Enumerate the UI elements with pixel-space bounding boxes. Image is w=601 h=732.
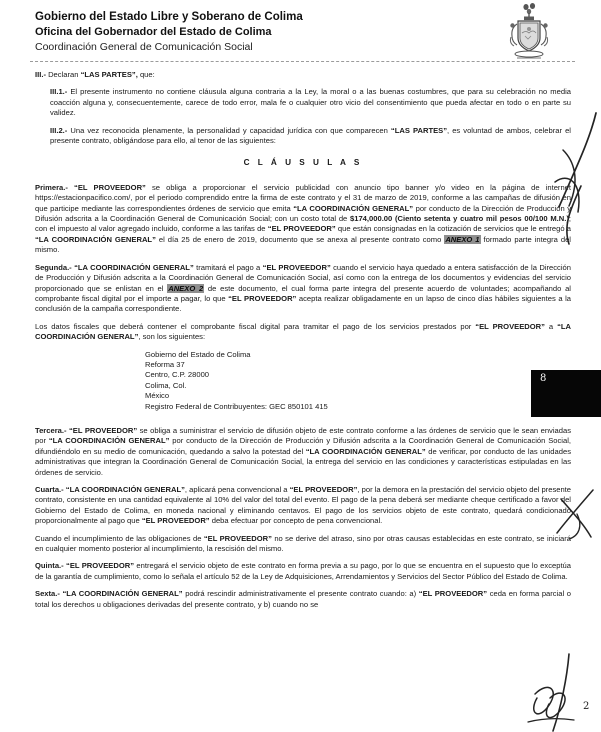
page-number: 2 <box>583 701 590 712</box>
declaration-iii: III.- Declaran “LAS PARTES”, que: <box>35 70 155 79</box>
document-body <box>35 70 571 617</box>
declaration-iii-1: III.1.- El presente instrumento no contiene cláusula alguna contraria a la Ley, la moral o a las buenas costumbres, que para su celebración no media coacción alguna y, consecuentemente, carece de todo error, mala fe o cualquier otro vicio del consentimiento que pueda afectar en todo o en parte su validez. <box>50 87 571 118</box>
clause-tercera: Tercera.- “EL PROVEEDOR” se obliga a suministrar el servicio de difusión objeto de este contrato conforme a las órdenes de servicio que le sean enviadas por “LA COORDINACIÓN GENERAL” por conducto de la Dirección de Producción y Difusión adscrita a la Coordinación General de Comunicación Social, difundiéndolo en su medio de comunicación, quedando a salvo la potestad del “LA COORDINACIÓN GENERAL” de verificar, por conducto de las unidades administrativas que integran la Coordinación General de Comunicación Social, la entrega del servicio en las condiciones y características estipuladas en las órdenes de servicio. <box>35 425 572 477</box>
clause-primera: Primera.- “EL PROVEEDOR” se obliga a proporcionar el servicio publicidad con anuncio tipo banner y/o video en la página de internet https://estacionpacifico.com/, por el periodo comprendido entre la firma de este contrato y el 31 de marzo de 2019, conforme a las campañas de difusión en que participe mediante las correspondientes órdenes de servicio que emita “LA COORDINACIÓN GENERAL” por conducto de la Dirección de Producción y Difusión adscrita a la Coordinación General de Comunicación Social; con un costo total de $174,000.00 (Ciento setenta y cuatro mil pesos 00/100 M.N.); con el impuesto al valor agregado incluido, conforme a las tarifas de “EL PROVEEDOR” que están consignadas en la cotización de servicios que le entregó a “LA COORDINACIÓN GENERAL” el día 25 de enero de 2019, documento que se anexa al presente contrato como ANEXO 1 formado parte integra del mismo. <box>35 182 572 255</box>
letterhead <box>35 9 303 55</box>
signature-rubric-bottom-icon <box>516 652 586 732</box>
declaration-iii-2: III.2.- Una vez reconocida plenamente, la personalidad y capacidad jurídica con que comparecen “LAS PARTES”, es voluntad de ambos, celebrar el presente contrato, obligándose para ello, al tenor de las siguientes: <box>50 125 571 146</box>
fiscal-data-block: Gobierno del Estado de Colima Reforma 37 Centro, C.P. 28000 Colima, Col. México Registro Federal de Contribuyentes: GEC 850101 415 <box>145 349 328 411</box>
clause-sexta: Sexta.- “LA COORDINACIÓN GENERAL” podrá rescindir administrativamente el presente contrato cuando: a) “EL PROVEEDOR” ceda en forma parcial o total los derechos u obligaciones derivadas del presente contrato, y b) cuando no se <box>35 589 572 609</box>
fiscal-data-intro: Los datos fiscales que deberá contener el comprobante fiscal digital para tramitar el pago de los servicios prestados por “EL PROVEEDOR” a “LA COORDINACIÓN GENERAL”, son los siguientes: <box>35 321 572 342</box>
clause-quinta: Quinta.- “EL PROVEEDOR” entregará el servicio objeto de este contrato en forma previa a su pago, por lo que se encuentra en el supuesto que lo exceptúa de la garantía de cumplimiento, como lo señala el artículo 52 de la Ley de Adquisiciones, Arrendamientos y Servicios del Sector Público del Estado de Colima. <box>35 561 571 581</box>
redaction-box <box>531 370 601 417</box>
clause-segunda: Segunda.- “LA COORDINACIÓN GENERAL” tramitará el pago a “EL PROVEEDOR” cuando el servicio haya quedado a entera satisfacción de la Dirección de Producción y Difusión adscrita a la Coordinación General de Comunicación Social, así como con la entrega de los documentos y evidencias del servicio proporcionado que se enlistan en el ANEXO 2 de este documento, el cual forma parte integra del presente acuerdo de voluntades; acompañando al comprobante fiscal digital por el importe a pagar, lo que “EL PROVEEDOR” acepta realizar obligadamente en un lapso de cinco días hábiles siguientes a la conclusión de la campaña correspondiente. <box>35 262 572 314</box>
redaction-label: 8 <box>540 373 547 384</box>
clausulas-title: C L Á U S U L A S <box>243 158 363 168</box>
org-name-line2: Oficina del Gobernador del Estado de Colima <box>35 26 272 38</box>
header-divider <box>30 61 575 62</box>
clause-cuarta: Cuarta.- “LA COORDINACIÓN GENERAL”, aplicará pena convencional a “EL PROVEEDOR”, por la demora en la prestación del servicio objeto del presente contrato, consistente en una cantidad equivalente al 10% del valor del total del evento. El pago de la pena deberá ser mediante cheque certificado a favor del Gobierno del Estado de Colima, en moneda nacional y eliminando centavos. El pago de los servicios objeto de este contrato, quedará condicionado proporcionalmente al pago que “EL PROVEEDOR” deba efectuar por concepto de pena convencional. <box>35 485 572 526</box>
org-name-line1: Gobierno del Estado Libre y Soberano de Colima <box>35 11 303 23</box>
org-name-line3: Coordinación General de Comunicación Social <box>35 41 253 53</box>
clause-cuarta-continued: Cuando el incumplimiento de las obligaciones de “EL PROVEEDOR” no se derive del atraso, sino por otras causas establecidas en este contrato, se iniciará en cualquier momento posterior al incumplimiento, la rescisión del mismo. <box>35 533 571 554</box>
state-crest-icon <box>505 3 555 60</box>
